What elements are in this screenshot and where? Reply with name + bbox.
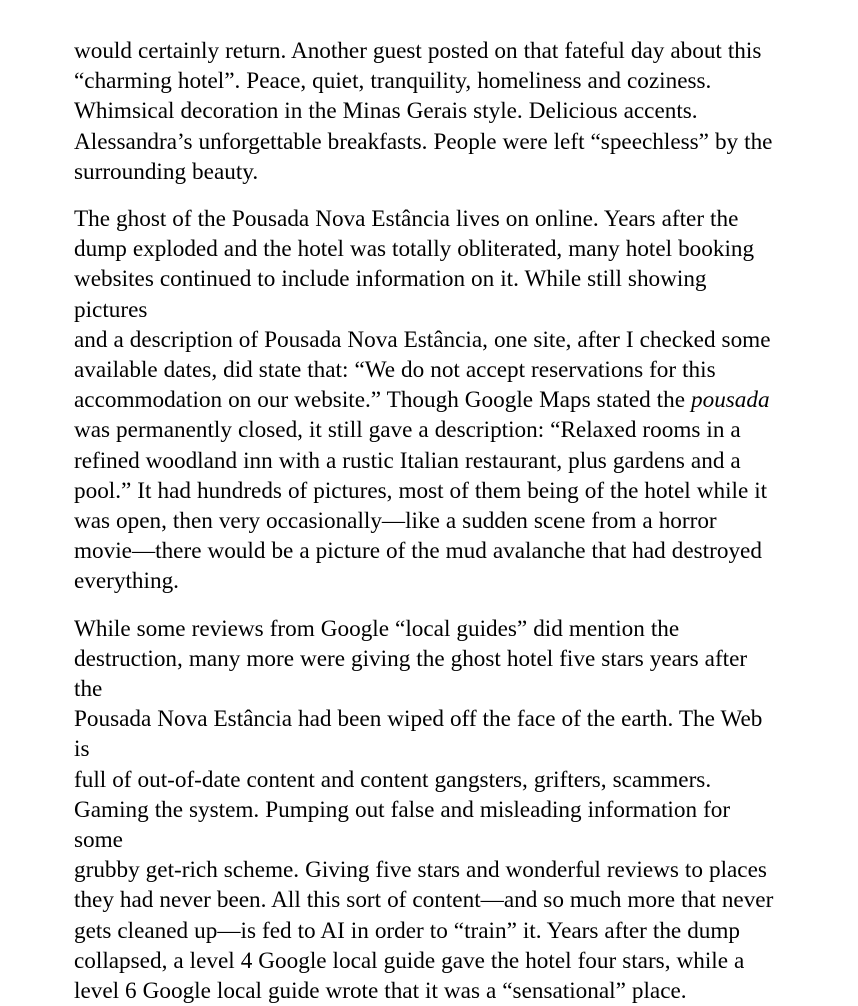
paragraph-1-line-3: Whimsical decoration in the Minas Gerais style. Delicious accents. — [74, 98, 698, 125]
paragraph-2 — [74, 204, 774, 597]
italic-term-pousada: pousada — [691, 387, 770, 414]
paragraph-3-line-8: gets cleaned up—is fed to AI in order to “train” it. Years after the dump — [74, 917, 741, 944]
paragraph-3-line-10: level 6 Google local guide wrote that it was a “sensational” place. — [74, 978, 687, 1005]
paragraph-2-line-2: dump exploded and the hotel was totally obliterated, many hotel booking — [74, 236, 755, 263]
paragraph-3-line-2: destruction, many more were giving the ghost hotel five stars years after the — [74, 645, 748, 703]
paragraph-2-line-4: and a description of Pousada Nova Estância, one site, after I checked some — [74, 326, 771, 353]
paragraph-3-line-7: they had never been. All this sort of content—and so much more that never — [74, 887, 774, 914]
paragraph-3-line-5: Gaming the system. Pumping out false and misleading information for some — [74, 796, 731, 854]
paragraph-3-line-1: While some reviews from Google “local guides” did mention the — [74, 615, 680, 642]
paragraph-2-line-1: The ghost of the Pousada Nova Estância lives on online. Years after the — [74, 206, 739, 233]
paragraph-2-line-12: everything. — [74, 568, 179, 595]
paragraph-2-line-6-text: accommodation on our website.” Though Google Maps stated the — [74, 387, 691, 414]
paragraph-3 — [74, 614, 774, 1006]
paragraph-3-line-9: collapsed, a level 4 Google local guide gave the hotel four stars, while a — [74, 947, 745, 974]
paragraph-2-line-8: refined woodland inn with a rustic Italian restaurant, plus gardens and a — [74, 447, 741, 474]
paragraph-2-line-10: was open, then very occasionally—like a sudden scene from a horror — [74, 508, 717, 535]
paragraph-3-line-6: grubby get-rich scheme. Giving five stars and wonderful reviews to places — [74, 857, 767, 884]
paragraph-1-line-2: “charming hotel”. Peace, quiet, tranquility, homeliness and coziness. — [74, 68, 712, 95]
paragraph-1-line-1: would certainly return. Another guest posted on that fateful day about this — [74, 38, 762, 64]
paragraph-1-line-5: surrounding beauty. — [74, 158, 259, 185]
paragraph-1-line-4: Alessandra’s unforgettable breakfasts. People were left “speechless” by the — [74, 128, 773, 155]
paragraph-2-line-3: websites continued to include information on it. While still showing pictures — [74, 266, 707, 323]
text-column — [74, 36, 774, 1006]
paragraph-2-line-11: movie—there would be a picture of the mud avalanche that had destroyed — [74, 538, 762, 565]
paragraph-3-line-4: full of out-of-date content and content gangsters, grifters, scammers. — [74, 766, 712, 793]
paragraph-2-line-5: available dates, did state that: “We do not accept reservations for this — [74, 357, 716, 384]
paragraph-3-line-3: Pousada Nova Estância had been wiped off the face of the earth. The Web is — [74, 706, 763, 763]
paragraph-2-line-7: was permanently closed, it still gave a description: “Relaxed rooms in a — [74, 417, 741, 444]
paragraph-2-line-9: pool.” It had hundreds of pictures, most of them being of the hotel while it — [74, 477, 768, 504]
paragraph-1 — [74, 36, 774, 187]
